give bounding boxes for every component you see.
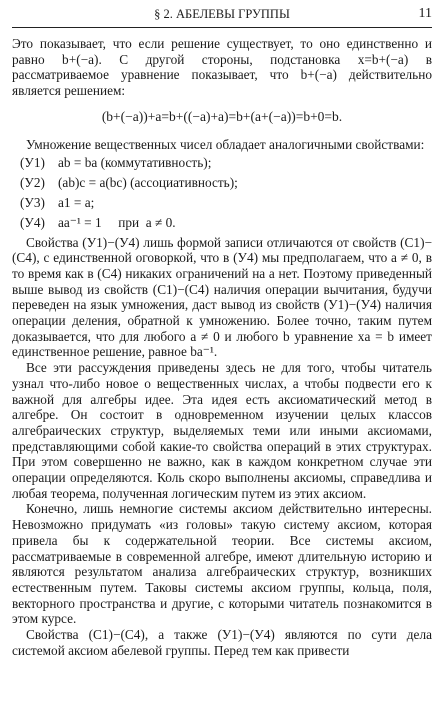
paragraph-4: Все эти рассуждения приведены здесь не для того, чтобы читатель узнал что-либо новое о вещественных числах, а чтобы подвести его к важной для алгебры идее. Эта идея есть аксиоматический метод в алгебре. Он состоит в одновременном изучении целых классов алгебраических структур, выделяемых теми или иными аксиомами, представляющими собой какие-то свойства операций в этих структурах. При этом совершенно не важно, как в каждом конкретном случае эти операции определяются. Коль скоро выполнены аксиомы, справедлива и любая теорема, полученная логическим путем из этих аксиом. bbox=[12, 360, 432, 501]
paragraph-6: Свойства (С1)−(С4), а также (У1)−(У4) являются по сути дела системой аксиом абелевой группы. Перед тем как привести bbox=[12, 627, 432, 658]
running-header bbox=[12, 6, 432, 24]
paragraph-1: Это показывает, что если решение существует, то оно единственно и равно b+(−a). С другой стороны, подстановка x=b+(−a) в рассматриваемое уравнение показывает, что b+(−a) действительно является решением: bbox=[12, 36, 432, 99]
paragraph-3: Свойства (У1)−(У4) лишь формой записи отличаются от свойств (С1)−(С4), с единственной оговоркой, что в (У4) мы предполагаем, что a ≠ 0, в то время как в (С4) никаких ограничений на a нет. Поэтому приведенный выше вывод из свойств (С1)−(С4) наличия операции вычитания, будучи переведен на язык умножения, даст вывод из свойств (У1)−(У4) наличия операции деления, обратной к умножению. Более точно, таким путем доказывается, что для любого a ≠ 0 и любого b уравнение xa = b имеет единственное решение, равное ba⁻¹. bbox=[12, 234, 432, 360]
axiom-u1 bbox=[12, 155, 432, 175]
axiom-label: (У3) bbox=[20, 194, 45, 210]
axiom-text: ab = ba (коммутативность); bbox=[58, 154, 212, 170]
axiom-text: (ab)c = a(bc) (ассоциативность); bbox=[58, 174, 238, 190]
paragraph-2: Умножение вещественных чисел обладает аналогичными свойствами: bbox=[26, 136, 425, 152]
axiom-label: (У1) bbox=[20, 154, 45, 170]
axiom-label: (У2) bbox=[20, 174, 45, 190]
axiom-label: (У4) bbox=[20, 214, 45, 230]
formula: (b+(−a))+a=b+((−a)+a)=b+(a+(−a))=b+0=b. bbox=[101, 108, 343, 124]
axiom-u2 bbox=[12, 175, 432, 195]
book-page bbox=[12, 6, 432, 702]
axiom-text: a1 = a; bbox=[58, 194, 95, 210]
chapter-title: § 2. АБЕЛЕВЫ ГРУППЫ bbox=[154, 7, 290, 21]
axiom-text: aa⁻¹ = 1 при a ≠ 0. bbox=[58, 214, 176, 230]
axiom-u3 bbox=[12, 195, 432, 215]
page-number: 11 bbox=[418, 6, 432, 21]
axiom-u4 bbox=[12, 215, 432, 235]
paragraph-5: Конечно, лишь немногие системы аксиом действительно интересны. Невозможно придумать «из головы» такую систему аксиом, которая привела бы к содержательной теории. Все системы аксиом, рассматриваемые в современной алгебре, имеют длительную историю и являются результатом анализа алгебраических структур, возникших естественным путем. Таковы системы аксиом группы, кольца, поля, векторного пространства и другие, с которыми читатель познакомится в этом курсе. bbox=[12, 501, 432, 627]
header-rule bbox=[12, 27, 432, 28]
